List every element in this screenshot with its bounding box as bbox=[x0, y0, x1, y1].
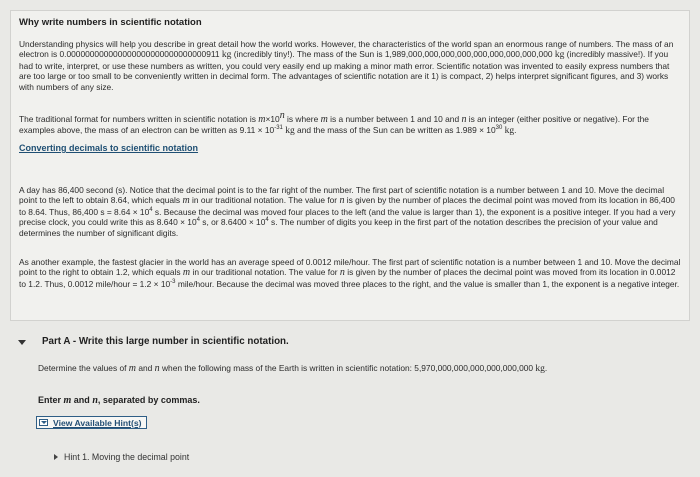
intro-paragraph-3: A day has 86,400 second (s). Notice that the decimal point is to the far right of the number. The first part of scientific notation is a number between 1 and 10. Move the decimal point to the left to obtain 8.64, which equals m in our traditional notation. The value for n is given by the number of places the decimal point was moved from its location in 86,400 to 8.64. Thus, 86,400 $s = 8.64 \times 10^4$ s. Because the decimal was moved four places to the left (and the value is larger than 1), the exponent is a positive integer. If you had a very precise clock, you could write this as $8.640 \times 10^4$ s, or $8.6400 \times 10^4$ s. The number of digits you keep in the first part of the notation describes the precision of your value and determines the number of significant digits. bbox=[19, 185, 676, 238]
hint-dropdown-icon bbox=[39, 419, 48, 426]
hint-1-toggle[interactable]: Hint 1. Moving the decimal point bbox=[64, 452, 190, 462]
converting-decimals-link[interactable]: Converting decimals to scientific notation bbox=[19, 143, 199, 153]
part-a-question: Determine the values of m and n when the following mass of the Earth is written in scientific notation: 5,970,000,000,000,000,000,000 kg. bbox=[38, 363, 548, 374]
view-hints-button[interactable] bbox=[36, 416, 147, 429]
intro-title: Why write numbers in scientific notation bbox=[19, 17, 202, 28]
collapse-caret-icon[interactable] bbox=[18, 340, 26, 345]
intro-paragraph-4: As another example, the fastest glacier in the world has an average speed of 0.0012 mile/hour. The first part of scientific notation is a number between 1 and 10. Move the decimal point to the right to obtain 1.2, which equals m in our traditional notation. The value for n is given by the number of places the decimal point was moved from its location in 0.0012 to 1.2. Thus, 0.0012 mile/hour = $1.2 \times 10^{-3}$ mile/hour. Because the decimal was moved three places to the right, and the value is smaller than 1, the exponent is a negative integer. bbox=[19, 257, 681, 289]
intro-panel bbox=[10, 10, 690, 321]
intro-paragraph-2: The traditional format for numbers written in scientific notation is $m\times 10^n$ is where m is a number between 1 and 10 and n is an integer (either positive or negative). For the examples above, the mass of an electron can be written as $9.11 \times 10^{-31}$ kg and the mass of the Sun can be written as $1.989 \times 10^{30}$ kg. bbox=[19, 110, 649, 137]
part-a-title[interactable]: Part A - Write this large number in scientific notation. bbox=[42, 336, 289, 347]
part-a-instruction: Enter m and n, separated by commas. bbox=[38, 395, 200, 406]
intro-paragraph-1: Understanding physics will help you describe in great detail how the world works. However, the characteristics of the world span an enormous range of numbers. The mass of an electron is 0.000000000000000000000000000000911 kg (incredibly tiny!). The mass of the Sun is 1,989,000,000,000,000,000,000,000,000,000 kg (incredibly massive!). If you had to write, interpret, or use these numbers as written, you could very easily end up making a minor math error. Scientific notation was invented to easily express numbers that are too large or too small to be conveniently written in decimal form. The advantages of scientific notation are it 1) is compact, 2) helps interpret significant figures, and 3) works with numbers of any size. bbox=[19, 39, 674, 92]
view-hints-label: View Available Hint(s) bbox=[53, 417, 142, 428]
expand-caret-icon[interactable] bbox=[54, 454, 58, 460]
